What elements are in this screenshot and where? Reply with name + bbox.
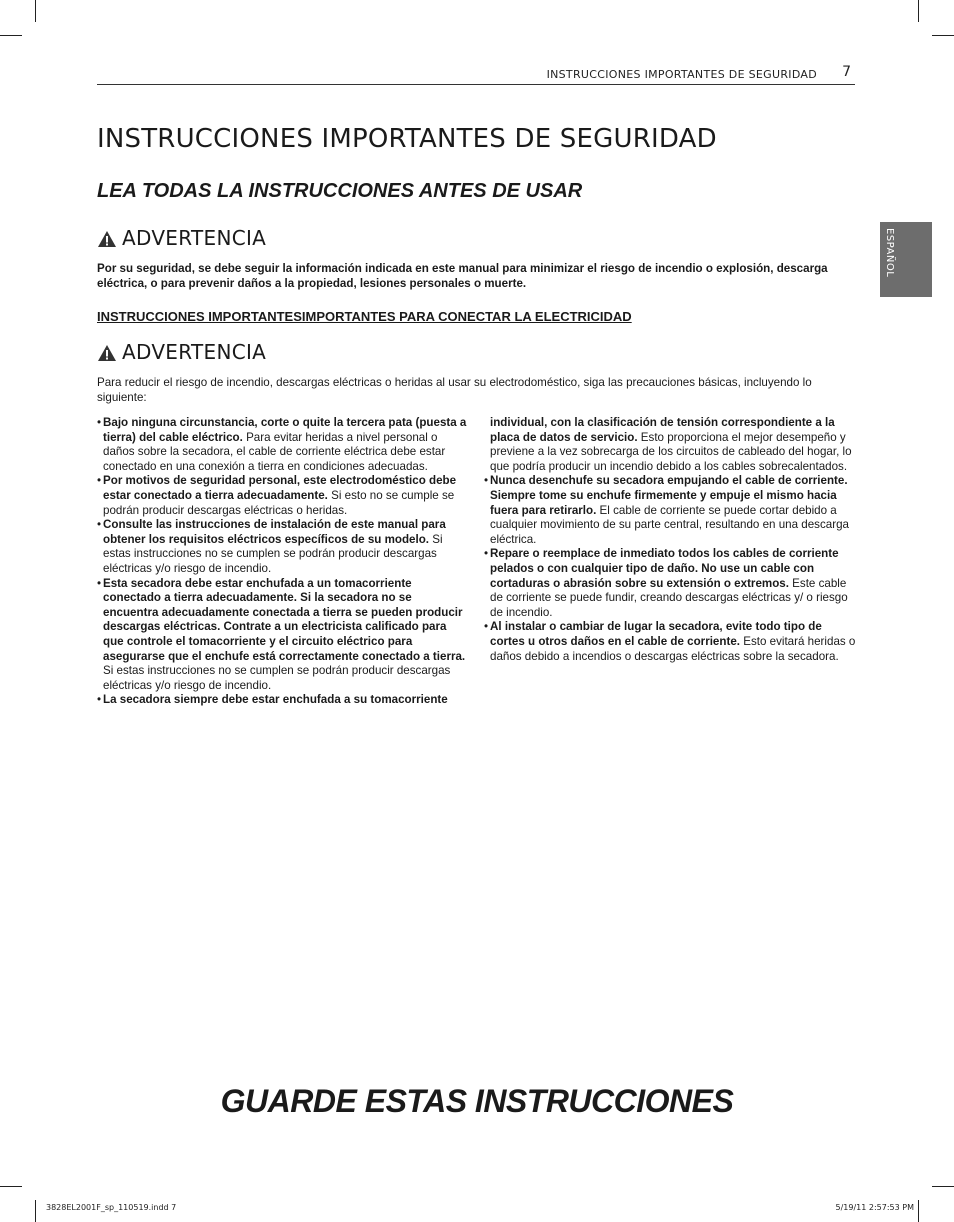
print-slug-file: 3828EL2001F_sp_110519.indd 7 — [46, 1203, 177, 1212]
crop-mark — [35, 0, 36, 22]
list-item — [97, 518, 469, 576]
bullet-dot: • — [484, 547, 489, 561]
bullet-bold-text: individual, con la clasificación de tensión correspondiente a la placa de datos de servicio. — [490, 416, 835, 444]
warning-text: Por su seguridad, se debe seguir la información indicada en este manual para minimizar el riesgo de incendio o explosión, descarga eléctrica, o para prevenir daños a la propiedad, lesiones personales o muerte. — [97, 262, 828, 290]
warning-label: ADVERTENCIA — [122, 340, 267, 364]
crop-mark — [932, 35, 954, 36]
bullet-bold-text: Al instalar o cambiar de lugar la secadora, evite todo tipo de cortes u otros daños en el cable de corriente. — [490, 620, 822, 648]
crop-mark — [35, 1200, 36, 1222]
electric-section-heading: INSTRUCCIONES IMPORTANTESIMPORTANTES PARA CONECTAR LA ELECTRICIDAD — [97, 309, 632, 324]
crop-mark — [918, 1200, 919, 1222]
list-item — [484, 474, 856, 547]
bullet-dot: • — [97, 474, 102, 488]
bullet-column-right — [484, 416, 856, 664]
bullet-dot: • — [97, 576, 102, 590]
bullet-bold-text: Consulte las instrucciones de instalación de este manual para obtener los requisitos eléctricos específicos de su modelo. — [103, 518, 446, 546]
bullet-bold-text: Esta secadora debe estar enchufada a un tomacorriente conectado a tierra adecuadamente. Si la secadora no se encuentra adecuadamente conectada a tierra se pueden producir descargas eléctricas. Contrate a un electricista calificado para que controle el tomacorriente y el circuito eléctrico para asegurarse que el enchufe está correctamente conectado a tierra. — [103, 576, 466, 663]
list-item — [97, 474, 469, 518]
page-title: INSTRUCCIONES IMPORTANTES DE SEGURIDAD — [97, 124, 717, 154]
list-item — [97, 693, 469, 708]
section-subtitle: LEA TODAS LA INSTRUCCIONES ANTES DE USAR — [97, 180, 583, 202]
crop-mark — [918, 0, 919, 22]
bullet-bold-text: La secadora siempre debe estar enchufada a su tomacorriente — [103, 693, 448, 707]
bullet-bold-text: Repare o reemplace de inmediato todos los cables de corriente pelados o con cualquier tipo de daño. No use un cable con cortaduras o abrasión sobre su extensión o extremos. — [490, 547, 839, 590]
bullet-text: El cable de corriente se puede cortar debido a cualquier movimiento de su parte central, resultando en una descarga eléctrica. — [490, 503, 849, 546]
bullet-text: Si estas instrucciones no se cumplen se podrán producir descargas eléctricas y/o riesgo de incendio. — [103, 664, 451, 692]
warning-label: ADVERTENCIA — [122, 226, 267, 250]
bullet-dot: • — [484, 620, 489, 634]
bullet-text: Si estas instrucciones no se cumplen se podrán producir descargas eléctricas y/o riesgo de incendio. — [103, 532, 443, 575]
running-title: INSTRUCCIONES IMPORTANTES DE SEGURIDAD — [546, 68, 817, 81]
page-number: 7 — [842, 64, 851, 80]
warning-triangle-icon — [97, 344, 117, 362]
list-item — [484, 547, 856, 620]
print-slug-date: 5/19/11 2:57:53 PM — [835, 1203, 914, 1212]
bullet-text: Este cable de corriente se puede fundir, creando descargas eléctricas y/ o riesgo de incendio. — [490, 576, 848, 619]
bullet-dot: • — [97, 416, 102, 429]
bullet-text: Esto proporciona el mejor desempeño y previene a la vez sobrecarga de los circuitos de cableado del hogar, lo que podría producir un incendio debido a los cables sobrecalentados. — [490, 430, 852, 473]
bullet-text: Para evitar heridas a nivel personal o daños sobre la secadora, el cable de corriente eléctrica debe estar conectado en una conexión a tierra en condiciones adecuadas. — [103, 430, 446, 473]
list-item — [484, 620, 856, 664]
bullet-bold-text: Por motivos de seguridad personal, este electrodoméstico debe estar conectado a tierra adecuadamente. — [103, 474, 457, 502]
list-item-continuation — [484, 416, 856, 474]
bullet-dot: • — [97, 693, 102, 707]
running-header — [97, 64, 855, 85]
language-tab-label: ESPAÑOL — [884, 228, 895, 278]
list-item — [97, 416, 469, 474]
crop-mark — [932, 1186, 954, 1187]
bullet-bold-text: Nunca desenchufe su secadora empujando el cable de corriente. Siempre tome su enchufe firmemente y empuje el mismo hacia fuera para retirarlo. — [490, 474, 848, 517]
bullet-text: Esto evitará heridas o daños debido a incendios o descargas eléctricas sobre la secadora. — [490, 634, 856, 663]
bullet-dot: • — [97, 518, 102, 532]
language-tab — [880, 222, 932, 297]
bullet-dot: • — [484, 474, 489, 488]
list-item — [97, 577, 469, 694]
warning-triangle-icon — [97, 230, 117, 248]
bullet-column-left — [97, 416, 469, 708]
crop-mark — [0, 35, 22, 36]
crop-mark — [0, 1186, 22, 1187]
footer-title: GUARDE ESTAS INSTRUCCIONES — [220, 1083, 734, 1119]
bullet-bold-text: Bajo ninguna circunstancia, corte o quite la tercera pata (puesta a tierra) del cable eléctrico. — [103, 416, 467, 444]
bullet-text: Si esto no se cumple se podrán producir descargas eléctricas o heridas. — [103, 488, 455, 517]
warning-text: Para reducir el riesgo de incendio, descargas eléctricas o heridas al usar su electrodoméstico, siga las precauciones básicas, incluyendo lo siguiente: — [97, 376, 812, 404]
